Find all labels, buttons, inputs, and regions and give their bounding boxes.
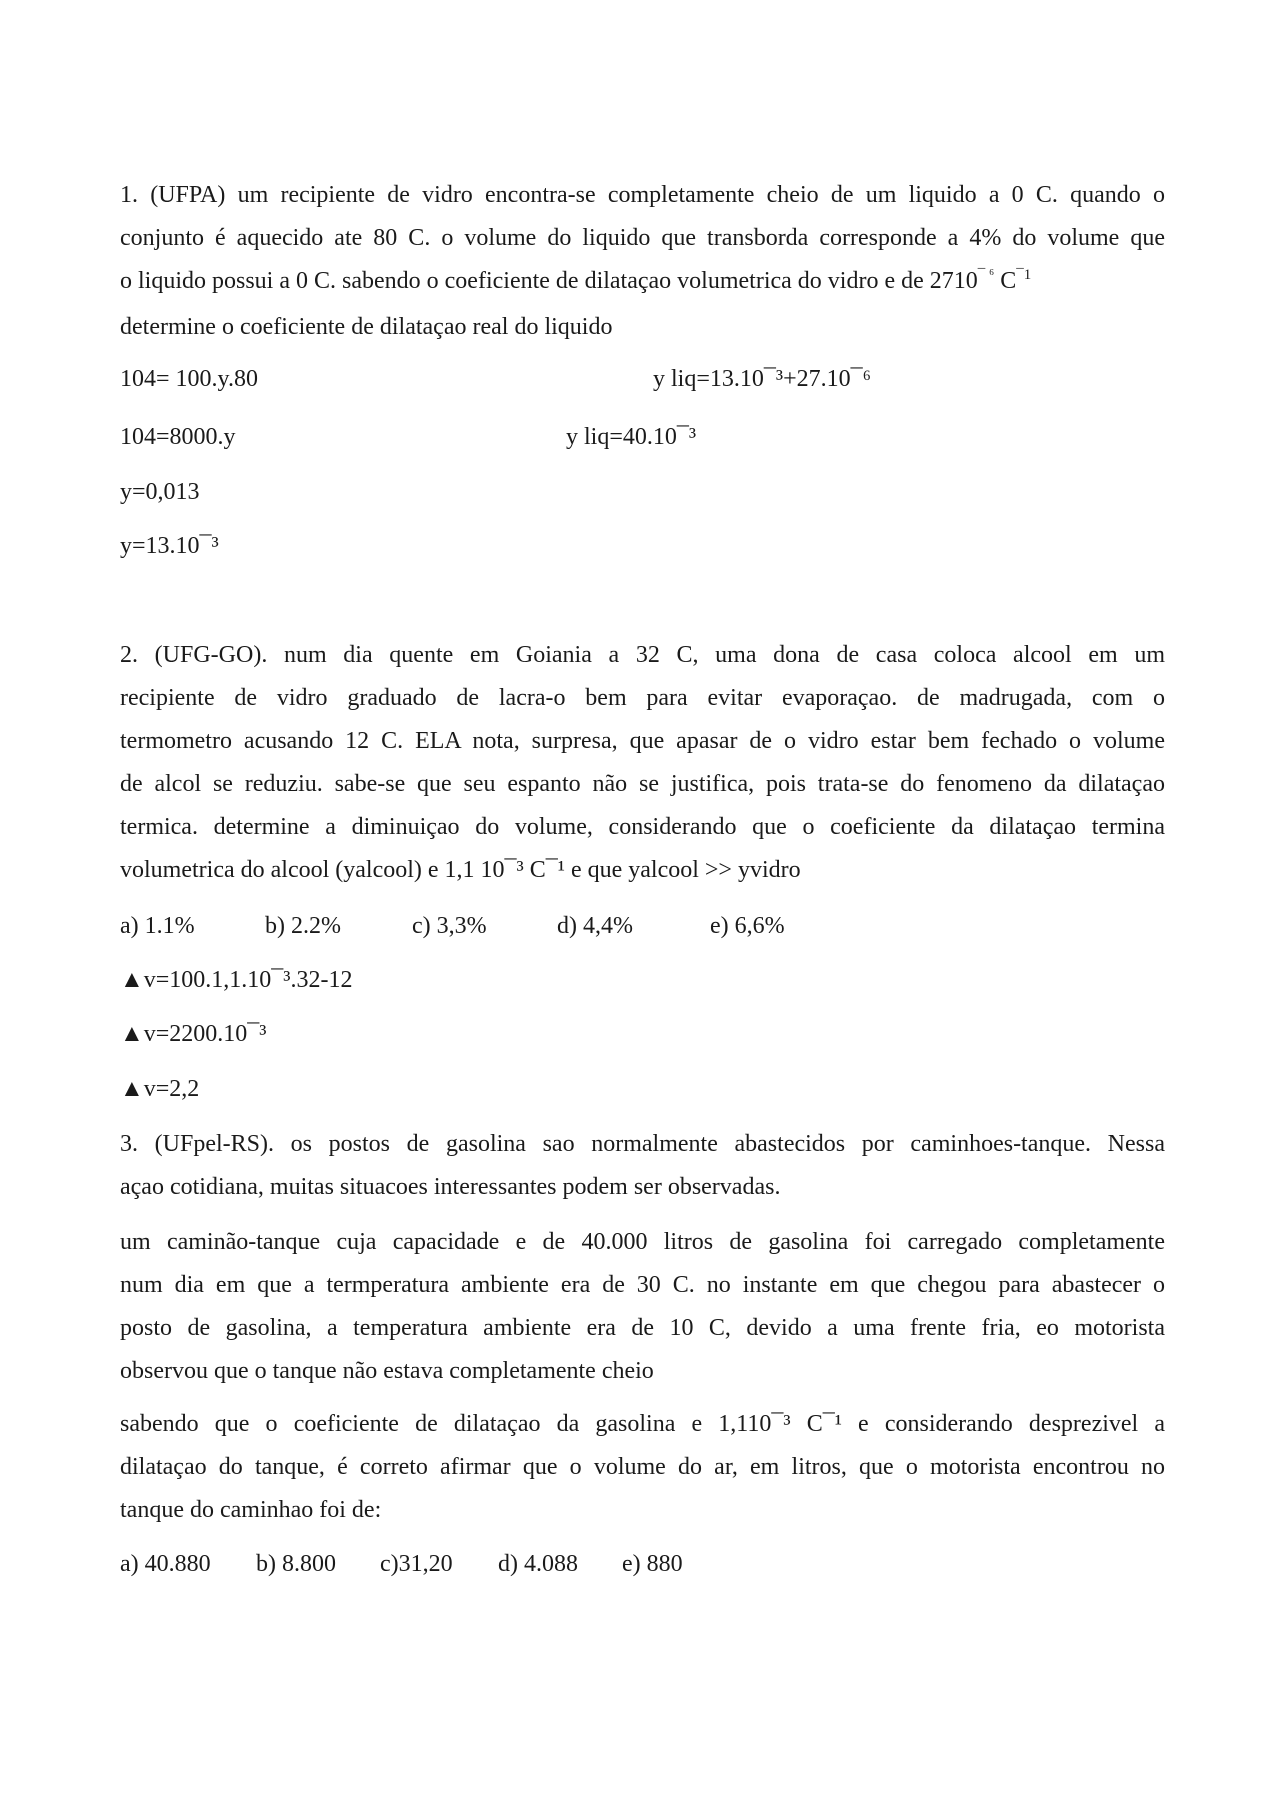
q3-option-a: a) 40.880 bbox=[120, 1551, 211, 1577]
q3-option-e: e) 880 bbox=[622, 1551, 683, 1577]
q3-line-9: tanque do caminhao foi de: bbox=[120, 1497, 382, 1523]
q3-option-b: b) 8.800 bbox=[256, 1551, 336, 1577]
q3-line-8: dilataçao do tanque, é correto afirmar que o volume do ar, em litros, que o motorista encontrou no bbox=[120, 1454, 1165, 1480]
q1-line-3 bbox=[120, 266, 1031, 299]
q2-option-a: a) 1.1% bbox=[120, 913, 195, 939]
q2-work-1: ▲v=100.1,1.10¯³.32-12 bbox=[120, 967, 353, 993]
q1-work-right-2: y liq=40.10¯³ bbox=[566, 424, 697, 450]
q3-line-5: posto de gasolina, a temperatura ambiente era de 10 C, devido a uma frente fria, eo motorista bbox=[120, 1315, 1165, 1341]
q1-line-1: 1. (UFPA) um recipiente de vidro encontra-se completamente cheio de um liquido a 0 C. quando o bbox=[120, 182, 1165, 208]
q3-option-c: c)31,20 bbox=[380, 1551, 453, 1577]
q3-line-7: sabendo que o coeficiente de dilataçao da gasolina e 1,110¯³ C¯¹ e considerando desprezivel a bbox=[120, 1411, 1165, 1437]
q2-work-2: ▲v=2200.10¯³ bbox=[120, 1021, 267, 1047]
q2-option-d: d) 4,4% bbox=[557, 913, 633, 939]
q3-option-d: d) 4.088 bbox=[498, 1551, 578, 1577]
q1-line-3-unit: C bbox=[994, 268, 1017, 294]
q2-line-1: 2. (UFG-GO). num dia quente em Goiania a 32 C, uma dona de casa coloca alcool em um bbox=[120, 642, 1165, 668]
q2-option-b: b) 2.2% bbox=[265, 913, 341, 939]
q1-line-2: conjunto é aquecido ate 80 C. o volume do liquido que transborda corresponde a 4% do volume que bbox=[120, 225, 1165, 251]
q2-line-2: recipiente de vidro graduado de lacra-o bem para evitar evaporaçao. de madrugada, com o bbox=[120, 685, 1165, 711]
q3-line-3: um caminão-tanque cuja capacidade e de 40.000 litros de gasolina foi carregado completamente bbox=[120, 1229, 1165, 1255]
q1-line-3-text: o liquido possui a 0 C. sabendo o coeficiente de dilataçao volumetrica do vidro e de 2710 bbox=[120, 268, 978, 294]
q1-work-3: y=0,013 bbox=[120, 479, 200, 505]
q1-work-1: 104= 100.y.80 bbox=[120, 366, 258, 392]
q3-line-1: 3. (UFpel-RS). os postos de gasolina sao normalmente abastecidos por caminhoes-tanque. Nessa bbox=[120, 1131, 1165, 1157]
q1-line-4: determine o coeficiente de dilataçao real do liquido bbox=[120, 314, 613, 340]
q3-line-2: açao cotidiana, muitas situacoes interessantes podem ser observadas. bbox=[120, 1174, 781, 1200]
q1-line-3-exp1: ¯ ⁶ bbox=[977, 267, 995, 283]
q2-line-6: volumetrica do alcool (yalcool) e 1,1 10¯³ C¯¹ e que yalcool >> yvidro bbox=[120, 857, 801, 883]
q3-line-6: observou que o tanque não estava completamente cheio bbox=[120, 1358, 654, 1384]
q3-line-4: num dia em que a termperatura ambiente era de 30 C. no instante em que chegou para abastecer o bbox=[120, 1272, 1165, 1298]
q2-option-e: e) 6,6% bbox=[710, 913, 785, 939]
q2-work-3: ▲v=2,2 bbox=[120, 1076, 200, 1102]
q1-work-4: y=13.10¯³ bbox=[120, 533, 219, 559]
q2-line-3: termometro acusando 12 C. ELA nota, surpresa, que apasar de o vidro estar bem fechado o volume bbox=[120, 728, 1165, 754]
q1-work-2: 104=8000.y bbox=[120, 424, 236, 450]
q1-line-3-exp2: ¯1 bbox=[1016, 267, 1032, 283]
q2-option-c: c) 3,3% bbox=[412, 913, 487, 939]
q2-line-5: termica. determine a diminuiçao do volume, considerando que o coeficiente da dilataçao termina bbox=[120, 814, 1165, 840]
q2-line-4: de alcol se reduziu. sabe-se que seu espanto não se justifica, pois trata-se do fenomeno da dilataçao bbox=[120, 771, 1165, 797]
q1-work-right-1: y liq=13.10¯³+27.10¯⁶ bbox=[653, 366, 871, 392]
